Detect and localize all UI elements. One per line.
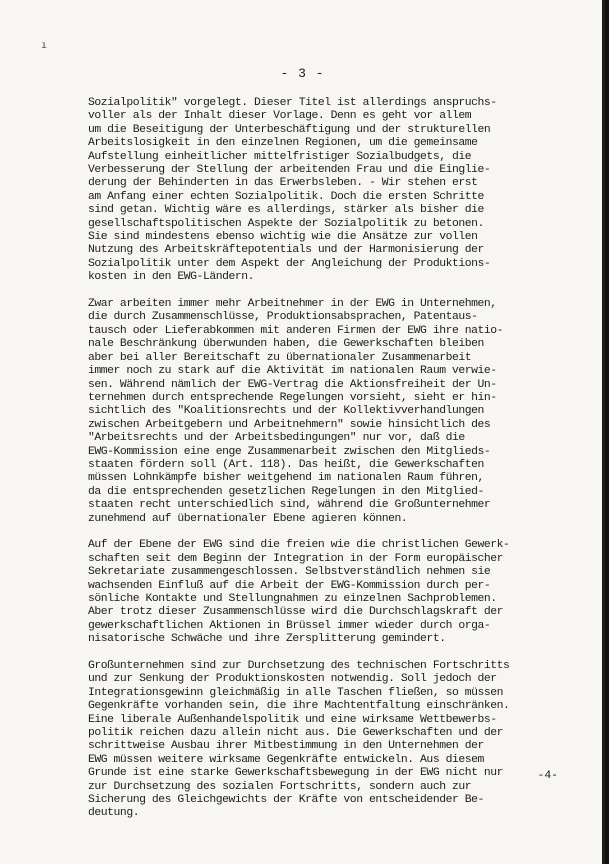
text-line: gewerkschaftlichen Aktionen in Brüssel immer wieder durch orga- [88, 619, 491, 632]
text-line: zwischen Arbeitgebern und Arbeitnehmern" sowie hinsichtlich des [88, 418, 491, 431]
text-line: sönliche Kontakte und Stellungnahmen zu einzelnen Sachproblemen. [88, 593, 497, 605]
text-line: da die entsprechenden gesetzlichen Regelungen in den Mitglied- [88, 485, 484, 498]
text-line: die durch Zusammenschlüsse, Produktionsabsprachen, Patentaus- [88, 311, 478, 324]
text-line: staaten fördern soll (Art. 118). Das heißt, die Gewerkschaften [88, 458, 484, 471]
text-line: Arbeitslosigkeit in den einzelnen Regionen, um die gemeinsame [88, 137, 478, 150]
text-line: staaten recht unterschiedlich sind, während die Großunternehmer [88, 499, 491, 512]
continuation-page-marker: -4- [537, 770, 558, 782]
text-line: Eine liberale Außenhandelspolitik und eine wirksame Wettbewerbs- [88, 713, 497, 726]
text-line: ternehmen durch entsprechende Regelungen vorsieht, sieht er hin- [88, 391, 497, 404]
text-line: Grunde ist eine starke Gewerkschaftsbewegung in der EWG nicht nur [88, 767, 504, 780]
text-line: derung der Behinderten in das Erwerbsleben. - Wir stehen erst [88, 177, 478, 190]
text-line: nale Beschränkung überwunden haben, die Gewerkschaften bleiben [88, 338, 484, 351]
text-line: Sekretariate zusammengeschlossen. Selbstverständlich nehmen sie [88, 566, 491, 579]
text-line: EWG müssen weitere wirksame Gegenkräfte entwickeln. Aus diesem [88, 753, 484, 766]
text-line: Aber trotz dieser Zusammenschlüsse wird die Durchschlagskraft der [88, 606, 504, 619]
text-line: Sozialpolitik" vorgelegt. Dieser Titel ist allerdings anspruchs- [88, 97, 497, 109]
text-line: Sicherung des Gleichgewichts der Kräfte von entscheidender Be- [88, 794, 484, 807]
text-line: gesellschaftspolitischen Aspekte der Sozialpolitik zu betonen. [88, 217, 484, 230]
text-line: sichtlich des "Koalitionsrechts und der Kollektivverhandlungen [88, 405, 484, 418]
scan-edge [605, 0, 609, 864]
text-line: kosten in den EWG-Ländern. [88, 271, 255, 284]
text-line: voller als der Inhalt dieser Vorlage. Denn es geht vor allem [88, 110, 472, 123]
text-line: sen. Während nämlich der EWG-Vertrag die Aktionsfreiheit der Un- [88, 378, 497, 391]
text-line: aber bei aller Bereitschaft zu übernationaler Zusammenarbeit [88, 351, 472, 364]
text-line: schrittweise Ausbau ihrer Mitbestimmung in den Unternehmen der [88, 740, 484, 753]
text-line: Auf der Ebene der EWG sind die freien wie die christlichen Gewerk- [88, 539, 510, 552]
text-line: Gegenkräfte vorhanden sein, die ihre Machtentfaltung einschränken. [88, 700, 510, 713]
margin-mark: ı [41, 40, 48, 51]
text-line: um die Beseitigung der Unterbeschäftigung und der strukturellen [88, 123, 491, 136]
text-line: deutung. [88, 807, 140, 820]
text-line: Großunternehmen sind zur Durchsetzung des technischen Fortschritts [88, 660, 510, 673]
text-line: Sie sind mindestens ebenso wichtig wie die Ansätze zur vollen [88, 231, 478, 244]
text-line: Aufstellung einheitlicher mittelfristiger Sozialbudgets, die [88, 150, 472, 163]
text-line: tausch oder Lieferabkommen mit anderen Firmen der EWG ihre natio- [88, 324, 504, 337]
text-line: Integrationsgewinn gleichmäßig in alle Taschen fließen, so müssen [88, 686, 504, 699]
text-line: zur Durchsetzung des sozialen Fortschritts, sondern auch zur [88, 780, 472, 793]
page-number: - 3 - [280, 66, 325, 81]
text-line: und zur Senkung der Produktionskosten notwendig. Soll jedoch der [88, 673, 497, 686]
text-line: EWG-Kommission eine enge Zusammenarbeit zwischen den Mitglieds- [88, 445, 491, 458]
text-line: Zwar arbeiten immer mehr Arbeitnehmer in der EWG in Unternehmen, [88, 298, 497, 311]
text-line: zunehmend auf übernationaler Ebene agieren können. [88, 512, 408, 525]
paragraph [88, 97, 578, 285]
text-line: müssen Lohnkämpfe bisher weitgehend im nationalen Raum führen, [88, 472, 484, 485]
body-text [88, 97, 578, 834]
paragraph [88, 539, 578, 646]
text-line: immer noch zu stark auf die Aktivität im nationalen Raum verwie- [88, 365, 497, 378]
text-line: Sozialpolitik unter dem Aspekt der Angleichung der Produktions- [88, 257, 491, 270]
text-line: schaften seit dem Beginn der Integration in der Form europäischer [88, 552, 504, 565]
text-line: "Arbeitsrechts und der Arbeitsbedingungen" nur vor, daß die [88, 432, 465, 445]
text-line: Verbesserung der Stellung der arbeitenden Frau und die Einglie- [88, 164, 491, 177]
paragraph [88, 660, 578, 821]
text-line: politik reichen dazu allein nicht aus. Die Gewerkschaften und der [88, 727, 504, 740]
paragraph [88, 298, 578, 526]
text-line: Nutzung des Arbeitskräftepotentials und der Harmonisierung der [88, 244, 484, 257]
text-line: nisatorische Schwäche und ihre Zersplitterung gemindert. [88, 633, 446, 646]
text-line: wachsenden Einfluß auf die Arbeit der EWG-Kommission durch per- [88, 579, 491, 592]
text-line: sind getan. Wichtig wäre es allerdings, stärker als bisher die [88, 204, 484, 217]
text-line: am Anfang einer echten Sozialpolitik. Doch die ersten Schritte [88, 190, 484, 203]
